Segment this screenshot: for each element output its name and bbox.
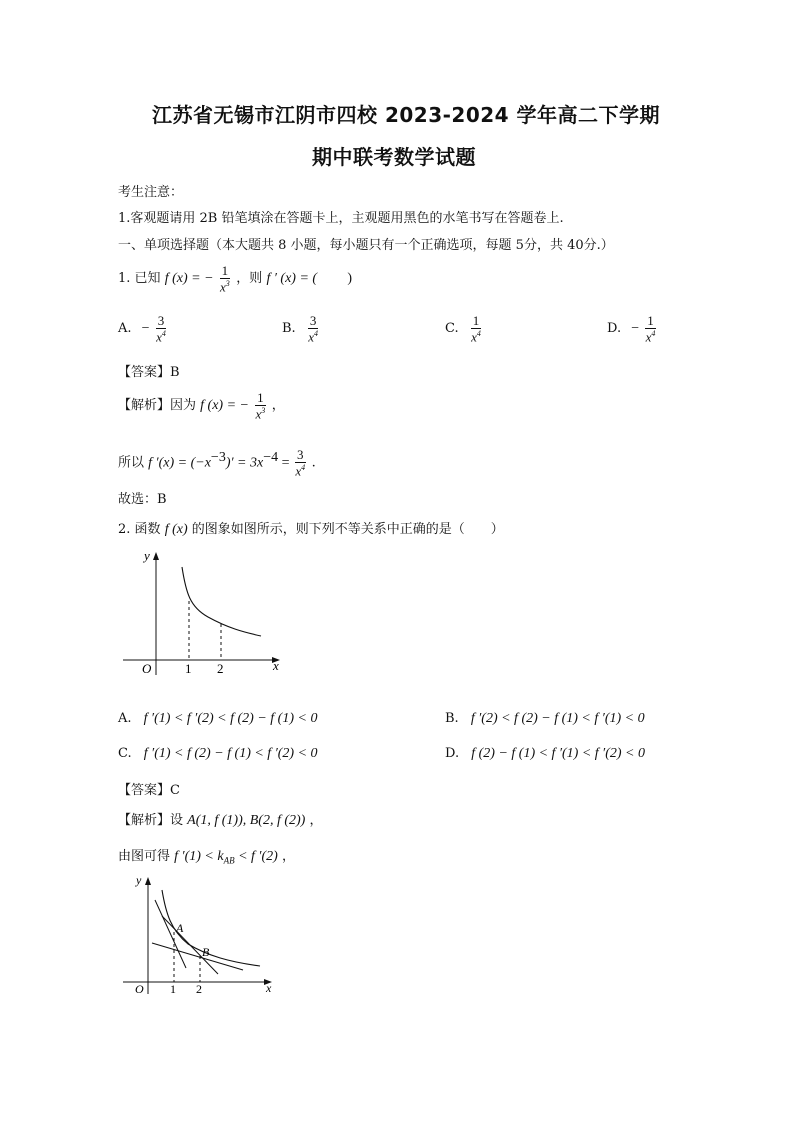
q1-den-base: x xyxy=(220,279,226,295)
q1-mid: ，则 xyxy=(236,271,263,286)
graph2-tick-1: 1 xyxy=(170,982,176,996)
q2-fig-sub: AB xyxy=(223,855,235,866)
graph2-tangent-b xyxy=(152,943,243,970)
q2-option-a-label: A. xyxy=(118,711,132,726)
graph2-y-arrow xyxy=(145,877,151,885)
q1-analysis-fraction xyxy=(255,391,266,420)
q2-option-d xyxy=(445,746,645,762)
q1-option-d-fraction xyxy=(645,314,656,343)
q2-prefix: 2. 函数 xyxy=(118,522,161,537)
q2-analysis xyxy=(118,809,323,829)
q1-option-b-label: B. xyxy=(282,321,296,337)
q2-stem-text: 的图象如图所示，则下列不等关系中正确的是（ ） xyxy=(191,522,504,537)
q1-option-a xyxy=(118,314,168,343)
q1-option-d-den xyxy=(646,329,656,343)
q2-analysis-end: ， xyxy=(309,813,323,828)
q1-option-d-exp: 4 xyxy=(651,329,656,338)
q2-fig-prefix: 由图可得 xyxy=(118,849,171,864)
q1-so-den xyxy=(295,463,305,477)
q1-option-a-sign: − xyxy=(141,321,150,337)
graph2-tick-2: 2 xyxy=(196,982,202,996)
q1-so-exp2: −4 xyxy=(263,450,279,465)
question-2-stem xyxy=(118,518,504,538)
q2-option-d-label: D. xyxy=(445,746,460,761)
q1-analysis-end: ， xyxy=(271,398,285,413)
q2-option-b-label: B. xyxy=(445,711,459,726)
q1-fprime: f ′ (x) = ( xyxy=(266,271,318,286)
section-heading: 一、单项选择题（本大题共 8 小题，每小题只有一个正确选项，每题 5分，共 40分.） xyxy=(118,238,614,253)
q1-so-base: x xyxy=(295,463,302,479)
q1-so-fraction xyxy=(295,448,306,477)
q1-option-c-fraction xyxy=(471,314,482,343)
page-title-line1: 江苏省无锡市江阴市四校 2023-2024 学年高二下学期 xyxy=(152,103,661,127)
q2-option-c xyxy=(118,746,318,762)
q1-function-lhs: f (x) = − xyxy=(164,271,214,286)
q1-option-a-fraction xyxy=(156,314,167,343)
q1-so-end: . xyxy=(311,455,316,471)
q1-option-d-num: 1 xyxy=(647,313,654,328)
q1-so-prefix: 所以 xyxy=(118,455,145,471)
graph2-point-a: A xyxy=(176,921,184,935)
q1-option-b-base: x xyxy=(308,329,314,345)
notice-item-1: 1.客观题请用 2B 铅笔填涂在答题卡上，主观题用黑色的水笔书写在答题卷上. xyxy=(118,211,564,226)
q1-analysis-exp: 3 xyxy=(261,405,266,415)
q2-graph-1 xyxy=(118,545,288,680)
q1-so-exp1: −3 xyxy=(210,450,226,465)
q1-option-c-num: 1 xyxy=(472,313,480,328)
q2-analysis-prefix: 【解析】设 xyxy=(118,813,184,828)
q2-fig-end: ， xyxy=(281,849,295,864)
q1-derivation xyxy=(118,441,316,480)
page-title-line2: 期中联考数学试题 xyxy=(312,145,476,169)
q2-analysis-points: A(1, f (1)), B(2, f (2)) xyxy=(187,813,306,828)
q1-option-b-den xyxy=(308,329,318,343)
q2-func: f (x) xyxy=(164,522,188,537)
graph1-y-arrow xyxy=(153,552,159,560)
q1-den-exp: 3 xyxy=(225,278,230,288)
graph1-y-label: y xyxy=(144,548,150,563)
notice-heading: 考生注意： xyxy=(118,185,184,200)
graph2-y-label: y xyxy=(136,873,142,887)
q1-analysis-num: 1 xyxy=(257,389,264,405)
q1-option-d-sign: − xyxy=(631,321,640,337)
q1-so-mid: )′ = 3x xyxy=(225,455,264,471)
q1-prefix: 1. 已知 xyxy=(118,271,161,286)
q1-so-exp3: 4 xyxy=(301,463,306,473)
q1-choice: 故选：B xyxy=(118,492,167,507)
q2-answer: 【答案】C xyxy=(118,783,180,798)
question-1-stem xyxy=(118,262,352,296)
q1-analysis-eq: f (x) = − xyxy=(200,398,249,413)
q2-option-c-label: C. xyxy=(118,746,132,761)
q1-so-num: 3 xyxy=(297,447,304,463)
q1-numerator: 1 xyxy=(221,262,229,278)
q1-option-b xyxy=(282,314,320,343)
graph2-secant-ab xyxy=(162,916,218,974)
q1-denominator xyxy=(220,279,230,293)
q1-option-c-base: x xyxy=(471,329,477,345)
q2-graph-2 xyxy=(118,872,283,1000)
q1-option-a-exp: 4 xyxy=(161,329,166,338)
q2-fig-expr: f ′(1) < k xyxy=(174,849,224,864)
q1-option-d-label: D. xyxy=(607,321,622,337)
q2-figure-statement xyxy=(118,845,295,866)
q1-option-b-exp: 4 xyxy=(313,329,318,338)
q2-option-b-expr: f ′(2) < f (2) − f (1) < f ′(1) < 0 xyxy=(470,711,645,726)
q2-fig-expr2: < f ′(2) xyxy=(234,849,278,864)
q1-option-c-exp: 4 xyxy=(476,329,481,338)
q2-option-a xyxy=(118,711,317,727)
graph1-tick-2: 2 xyxy=(217,661,224,676)
q1-paren-close: ) xyxy=(347,271,353,286)
q1-option-d-base: x xyxy=(645,329,652,345)
graph1-origin-label: O xyxy=(142,661,152,676)
q1-so-eq: f ′(x) = (−x xyxy=(148,455,211,471)
q1-answer: 【答案】B xyxy=(118,365,180,380)
q2-option-a-expr: f ′(1) < f ′(2) < f (2) − f (1) < 0 xyxy=(143,711,318,726)
q1-option-b-num: 3 xyxy=(309,313,317,328)
q1-analysis-prefix: 【解析】因为 xyxy=(118,398,197,413)
q1-option-c xyxy=(445,314,483,343)
q2-option-b xyxy=(445,711,645,727)
q2-option-c-expr: f ′(1) < f (2) − f (1) < f ′(2) < 0 xyxy=(143,746,318,761)
q1-option-c-den xyxy=(471,329,481,343)
q1-option-b-fraction xyxy=(308,314,319,343)
graph1-tick-1: 1 xyxy=(185,661,192,676)
q1-so-eq2: = xyxy=(278,455,294,471)
q1-option-a-base: x xyxy=(156,329,162,345)
q1-option-a-den xyxy=(156,329,166,343)
graph2-x-label: x xyxy=(266,981,272,995)
q1-option-a-num: 3 xyxy=(157,313,165,328)
q1-fraction xyxy=(220,264,231,293)
q1-analysis-base: x xyxy=(255,406,262,422)
q1-option-c-label: C. xyxy=(445,321,459,337)
graph2-origin-label: O xyxy=(135,982,144,996)
q1-analysis-den xyxy=(255,406,265,420)
graph1-x-label: x xyxy=(273,658,279,673)
q1-analysis xyxy=(118,389,285,423)
graph2-point-b: B xyxy=(202,945,210,959)
q1-option-a-label: A. xyxy=(118,321,132,337)
q1-option-d xyxy=(607,314,658,343)
q2-option-d-expr: f (2) − f (1) < f ′(1) < f ′(2) < 0 xyxy=(471,746,646,761)
